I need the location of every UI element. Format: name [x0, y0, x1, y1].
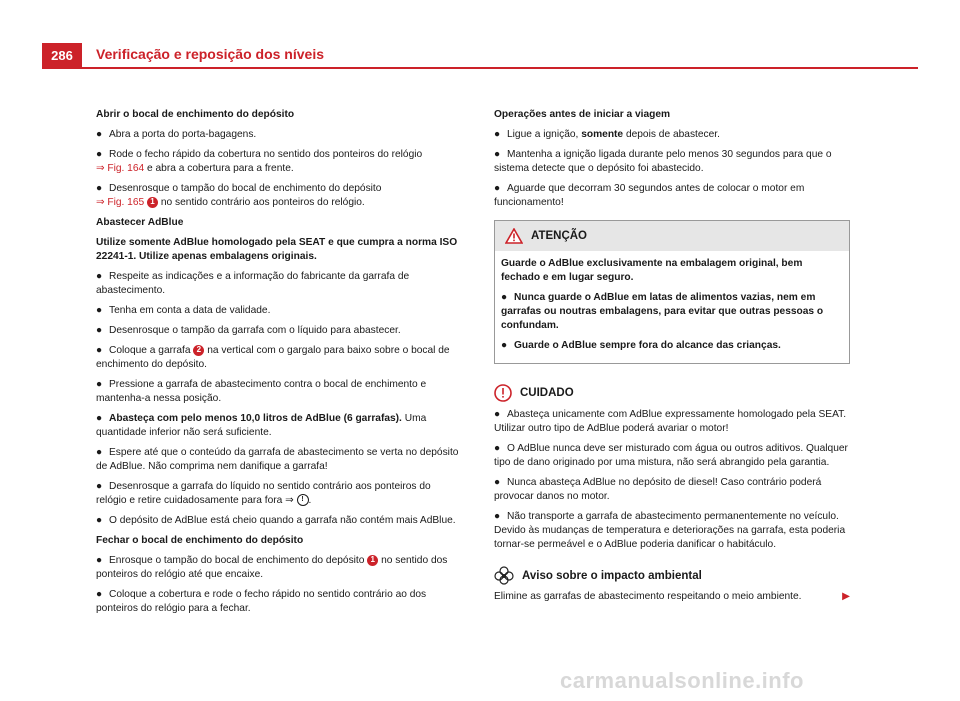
list-item: ● Coloque a garrafa 2 na vertical com o gargalo para baixo sobre o bocal de enchimento do depósito.: [96, 345, 450, 370]
list-item: ● Abasteça unicamente com AdBlue expressamente homologado pela SEAT. Utilizar outro tipo de AdBlue poderá avariar o motor!: [494, 409, 847, 434]
environment-text: Elimine as garrafas de abastecimento respeitando o meio ambiente. ▶: [494, 591, 850, 602]
page-title: Verificação e reposição dos níveis: [96, 46, 324, 62]
list-item: ● Desenrosque a garrafa do líquido no sentido contrário aos ponteiros do relógio e retire cuidadosamente para fora ⇒ ! .: [96, 481, 431, 506]
caution-header: [494, 384, 850, 402]
warning-body: Guarde o AdBlue exclusivamente na embalagem original, bem fechado e em lugar seguro. ● Nunca guarde o AdBlue em latas de alimentos vazias, nem em garrafas ou noutras embalagens, para evitar que outras pessoas o confundam. ● Guarde o AdBlue sempre fora do alcance das crianças.: [501, 258, 824, 351]
warning-triangle-icon: [505, 228, 523, 244]
fig-165-link[interactable]: ⇒ Fig. 165: [96, 197, 145, 208]
list-item: ● O AdBlue nunca deve ser misturado com água ou outros aditivos. Qualquer tipo de dano originado por uma mistura, não será abrangido pela garantia.: [494, 443, 848, 468]
list-item: ● Rode o fecho rápido da cobertura no sentido dos ponteiros do relógio ⇒ Fig. 164 e abra a cobertura para a frente.: [96, 149, 423, 174]
watermark: carmanualsonline.info: [560, 668, 804, 693]
callout-number: 2: [193, 345, 204, 356]
section-title-before-trip: Operações antes de iniciar a viagem: [494, 109, 671, 120]
environment-flower-icon: [494, 566, 514, 586]
refill-intro: Utilize somente AdBlue homologado pela SEAT e que cumpra a norma ISO 22241-1. Utilize apenas embalagens originais.: [96, 237, 458, 262]
caution-title: CUIDADO: [520, 387, 574, 399]
list-item: ● Aguarde que decorram 30 segundos antes de colocar o motor em funcionamento!: [494, 183, 805, 208]
list-item: ● Mantenha a ignição ligada durante pelo menos 30 segundos para que o sistema detecte que o depósito foi abastecido.: [494, 149, 832, 174]
fig-164-link[interactable]: ⇒ Fig. 164: [96, 163, 145, 174]
list-item: ● Desenrosque o tampão do bocal de enchimento do depósito ⇒ Fig. 165 1 no sentido contrário aos ponteiros do relógio.: [96, 183, 382, 208]
page-number: 286: [42, 43, 82, 67]
right-column: [494, 108, 850, 610]
list-item: ● Abra a porta do porta-bagagens.: [96, 129, 257, 140]
list-item: ● Pressione a garrafa de abastecimento contra o bocal de enchimento e mantenha-a nessa posição.: [96, 379, 427, 404]
section-title-refill: Abastecer AdBlue: [96, 217, 184, 228]
list-item: ● Abasteça com pelo menos 10,0 litros de AdBlue (6 garrafas). Uma quantidade inferior não será suficiente.: [96, 413, 427, 438]
list-item: ● Não transporte a garrafa de abastecimento permanentemente no veículo. Devido às mudanças de temperatura e deteriorações na garrafa, esta poderia tornar-se permeável e o AdBlue poderia danificar o habitáculo.: [494, 511, 846, 550]
list-item: ● Nunca abasteça AdBlue no depósito de diesel! Caso contrário poderá provocar danos no motor.: [494, 477, 822, 502]
callout-number: 1: [147, 197, 158, 208]
section-title-open-filler: Abrir o bocal de enchimento do depósito: [96, 109, 295, 120]
list-item: ● Coloque a cobertura e rode o fecho rápido no sentido contrário ao dos ponteiros do relógio para a fechar.: [96, 589, 427, 614]
list-item: ● O depósito de AdBlue está cheio quando a garrafa não contém mais AdBlue.: [96, 515, 456, 526]
caution-ref-icon[interactable]: !: [297, 494, 309, 506]
caution-icon: [494, 384, 512, 402]
warning-title: ATENÇÃO: [531, 230, 588, 242]
left-column: [96, 108, 464, 622]
list-item: ● Desenrosque o tampão da garrafa com o líquido para abastecer.: [96, 325, 401, 336]
warning-box: [494, 220, 850, 364]
list-item: ● Enrosque o tampão do bocal de enchimento do depósito 1 no sentido dos ponteiros do relógio até que encaixe.: [96, 555, 448, 580]
callout-number: 1: [367, 555, 378, 566]
environment-title: Aviso sobre o impacto ambiental: [522, 570, 702, 582]
list-item: ● Espere até que o conteúdo da garrafa de abastecimento se verta no depósito de AdBlue. Não comprima nem danifique a garrafa!: [96, 447, 459, 472]
environment-header: [494, 566, 850, 586]
warning-header: [495, 221, 849, 251]
continue-arrow-icon[interactable]: ▶: [842, 591, 850, 602]
list-item: ● Tenha em conta a data de validade.: [96, 305, 271, 316]
list-item: ● Ligue a ignição, somente depois de abastecer.: [494, 129, 720, 140]
header-rule: [42, 67, 918, 69]
list-item: ● Respeite as indicações e a informação do fabricante da garrafa de abastecimento.: [96, 271, 410, 296]
section-title-close-filler: Fechar o bocal de enchimento do depósito: [96, 535, 304, 546]
